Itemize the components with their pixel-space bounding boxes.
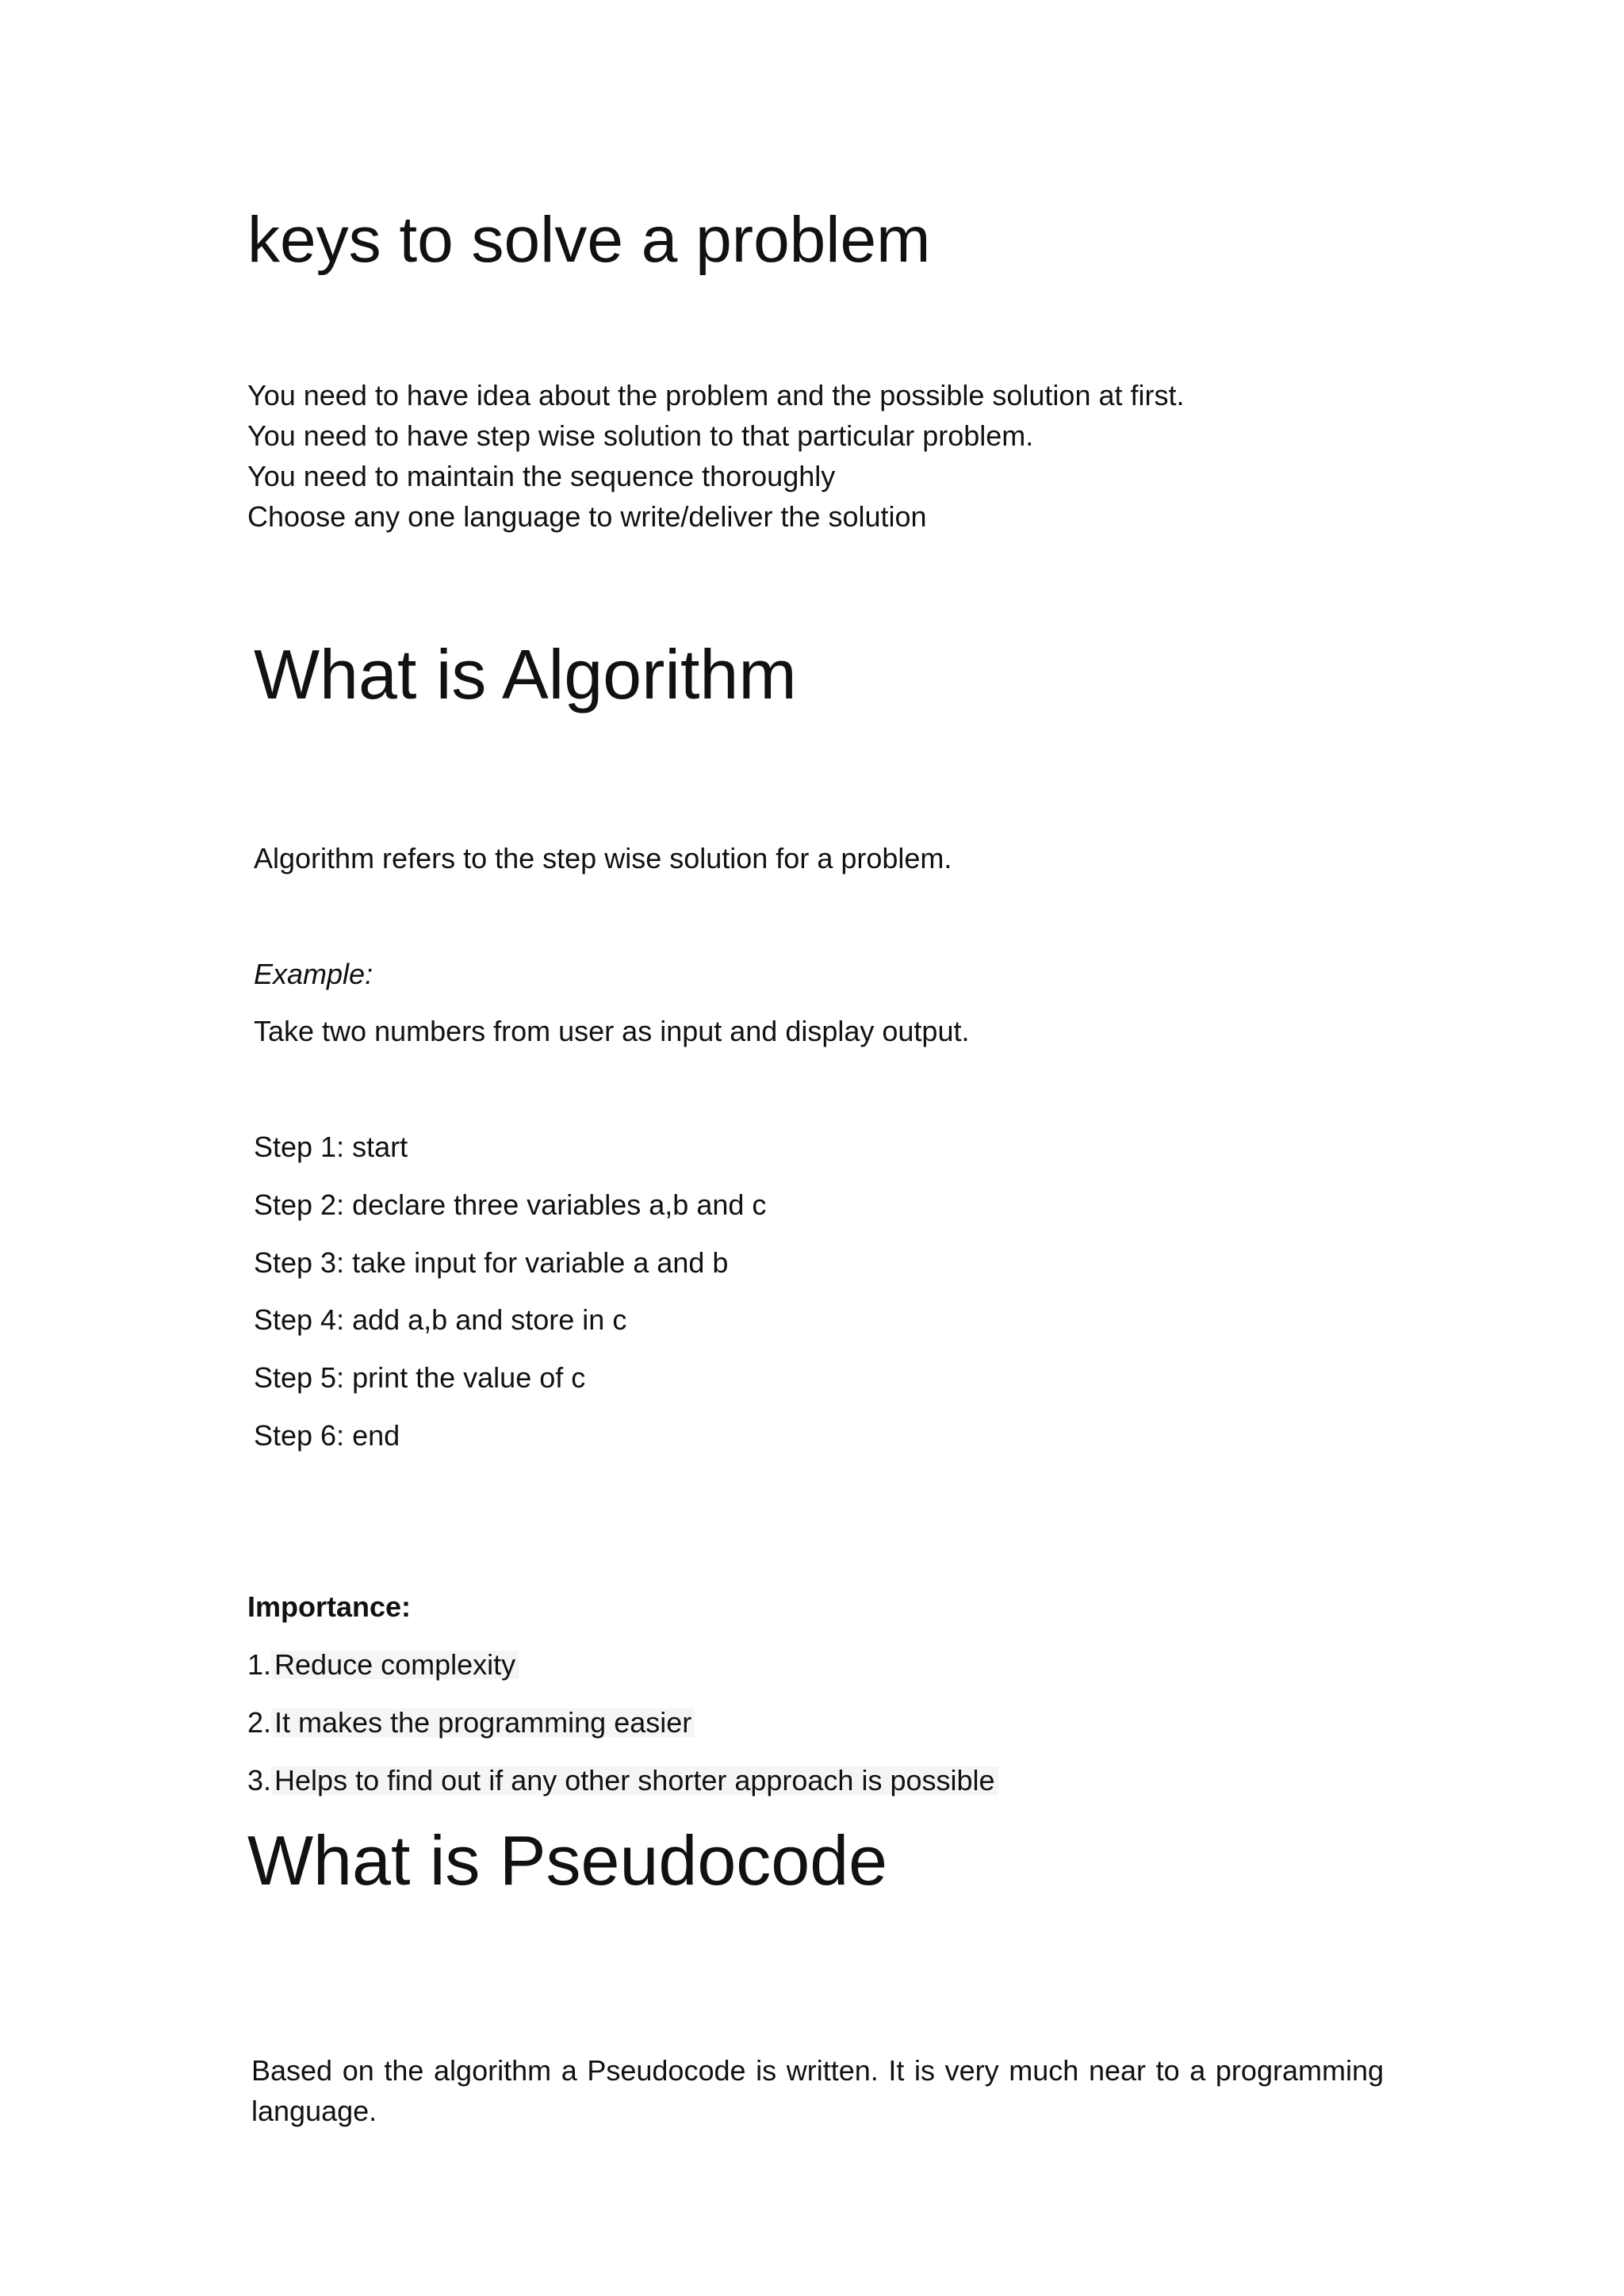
importance-number-3: 3. [247, 1764, 272, 1797]
step-3: Step 3: take input for variable a and b [254, 1246, 729, 1279]
importance-item-1 [247, 1648, 519, 1681]
keys-line-1: You need to have idea about the problem and the possible solution at first. [247, 379, 1185, 411]
keys-lines [247, 375, 1358, 537]
importance-number-2: 2. [247, 1706, 272, 1739]
example-text: Take two numbers from user as input and display output. [254, 1015, 970, 1047]
keys-heading: keys to solve a problem [247, 204, 931, 276]
algorithm-definition: Algorithm refers to the step wise solution for a problem. [254, 842, 952, 874]
keys-line-4: Choose any one language to write/deliver the solution [247, 500, 927, 533]
importance-item-2 [247, 1706, 695, 1739]
importance-item-3 [247, 1766, 998, 1795]
pseudocode-text: Based on the algorithm a Pseudocode is written. It is very much near to a programming language. [251, 2054, 1384, 2127]
pseudocode-heading: What is Pseudocode [247, 1821, 888, 1900]
step-5: Step 5: print the value of c [254, 1361, 586, 1394]
importance-text-3: Helps to find out if any other shorter approach is possible [271, 1766, 998, 1795]
step-2: Step 2: declare three variables a,b and c [254, 1188, 767, 1221]
example-label: Example: [254, 958, 373, 990]
keys-line-2: You need to have step wise solution to that particular problem. [247, 419, 1034, 452]
importance-number-1: 1. [247, 1648, 272, 1681]
importance-text-2: It makes the programming easier [271, 1709, 695, 1737]
keys-line-3: You need to maintain the sequence thoroughly [247, 460, 836, 492]
step-1: Step 1: start [254, 1131, 408, 1163]
importance-label: Importance: [247, 1590, 412, 1623]
step-4: Step 4: add a,b and store in c [254, 1303, 627, 1336]
step-6: Step 6: end [254, 1419, 400, 1452]
importance-text-1: Reduce complexity [271, 1651, 519, 1679]
algorithm-heading: What is Algorithm [254, 635, 797, 714]
